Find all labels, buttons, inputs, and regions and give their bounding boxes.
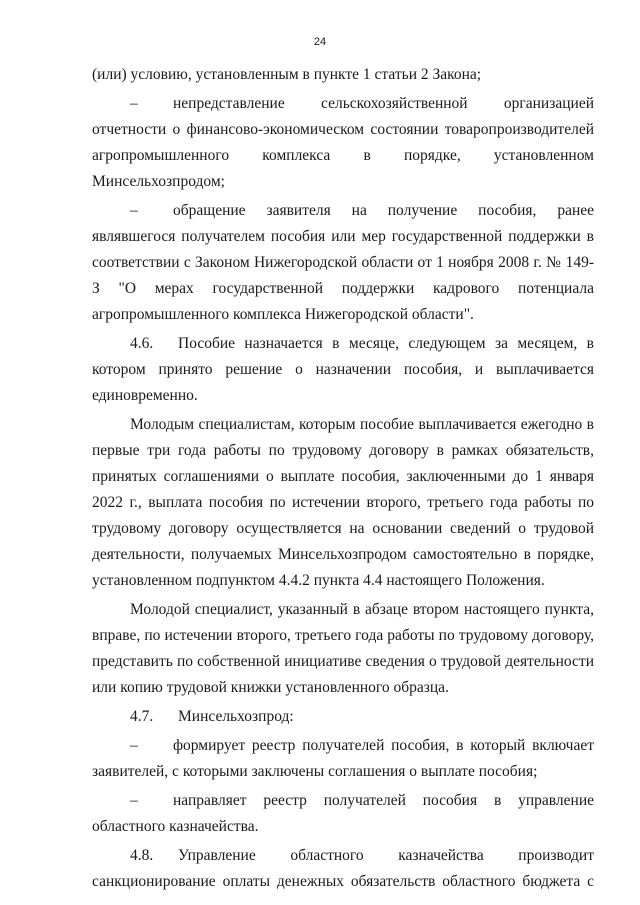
dash-marker: – xyxy=(130,202,138,219)
paragraph-text: Управление областного казначейства производит санкционирование оплаты денежных обязательств областного бюджета с xyxy=(92,847,594,890)
paragraph-text: направляет реестр получателей пособия в управление областного казначейства. xyxy=(92,792,594,835)
dash-marker: – xyxy=(130,792,138,809)
paragraph-text: обращение заявителя на получение пособия, ранее являвшегося получателем пособия или мер государственной поддержки в соответствии с Законом Нижегородской области от 1 ноября 2008 г. № 149-З "О мерах государственной поддержки кадрового потенциала агропромышленного комплекса Нижегородской области". xyxy=(92,202,594,323)
paragraph-3 xyxy=(92,198,594,328)
paragraph-text: непредставление сельскохозяйственной организацией отчетности о финансово-экономическом состоянии товаропроизводителей агропромышленного комплекса в порядке, установленном Минсельхозпродом; xyxy=(92,95,594,190)
paragraph-7 xyxy=(92,704,594,730)
paragraph-6: Молодой специалист, указанный в абзаце втором настоящего пункта, вправе, по истечении второго, третьего года работы по трудовому договору, представить по собственной инициативе сведения о трудовой деятельности или копию трудовой книжки установленного образца. xyxy=(92,601,594,696)
paragraph-10 xyxy=(92,843,594,895)
clause-number: 4.7. xyxy=(130,708,154,725)
page-number: 24 xyxy=(313,36,327,48)
clause-number: 4.6. xyxy=(130,335,154,352)
paragraph-1: (или) условию, установленным в пункте 1 статьи 2 Закона; xyxy=(92,66,482,83)
paragraph-text: формирует реестр получателей пособия, в который включает заявителей, с которыми заключены соглашения о выплате пособия; xyxy=(92,737,594,780)
dash-marker: – xyxy=(130,737,138,754)
paragraph-9 xyxy=(92,788,594,840)
paragraph-8 xyxy=(92,733,594,785)
paragraph-4 xyxy=(92,331,594,409)
clause-number: 4.8. xyxy=(130,847,154,864)
document-body xyxy=(92,62,594,895)
paragraph-5: Молодым специалистам, которым пособие выплачивается ежегодно в первые три года работы по трудовому договору в рамках обязательств, принятых соглашениями о выплате пособия, заключенными до 1 января 2022 г., выплата пособия по истечении второго, третьего года работы по трудовому договору осуществляется на основании сведений о трудовой деятельности, получаемых Минсельхозпродом самостоятельно в порядке, установленном подпунктом 4.4.2 пункта 4.4 настоящего Положения. xyxy=(92,416,594,589)
dash-marker: – xyxy=(130,95,138,112)
paragraph-2 xyxy=(92,91,594,195)
paragraph-text: Минсельхозпрод: xyxy=(178,708,294,725)
paragraph-text: Пособие назначается в месяце, следующем за месяцем, в котором принято решение о назначении пособия, и выплачивается единовременно. xyxy=(92,335,594,404)
